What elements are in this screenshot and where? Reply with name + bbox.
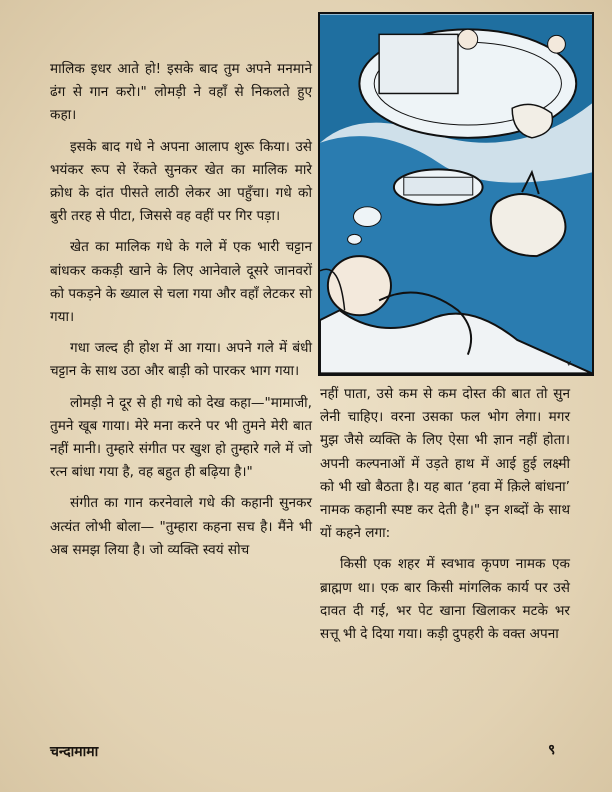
right-text-column: [320, 383, 570, 654]
illustration-drawing: [320, 14, 592, 374]
story-illustration: [318, 12, 594, 376]
left-text-column: [50, 58, 312, 570]
paragraph: इसके बाद गधे ने अपना आलाप शुरू किया। उसे भयंकर रूप से रेंकते सुनकर खेत का मालिक मारे क्रोध के दांत पीसते लाठी लेकर आ पहुँचा। गधे को बुरी तरह से पीटा, जिससे वह वहीं पर गिर पड़ा।: [50, 138, 312, 225]
svg-text:v: v: [566, 358, 572, 368]
page-number: ९: [548, 742, 556, 758]
paragraph: लोमड़ी ने दूर से ही गधे को देख कहा—"मामाजी, तुमने खूब गाया। मेरे मना करने पर भी तुमने मेरी बात नहीं मानी। तुम्हारे संगीत पर खुश हो तुम्हारे गले में जो रत्न बांधा गया है, वह बहुत ही बढ़िया है।": [50, 394, 312, 481]
paragraph: खेत का मालिक गधे के गले में एक भारी चट्टान बांधकर ककड़ी खाने के लिए आनेवाले दूसरे जानवरों को पकड़ने के ख्याल से चला गया और वहाँ लेटकर सो गया।: [50, 239, 312, 326]
paragraph: नहीं पाता, उसे कम से कम दोस्त की बात तो सुन लेनी चाहिए। वरना उसका फल भोग लेगा। मगर मुझ जैसे व्यक्ति के लिए ऐसा भी ज्ञान नहीं होता। अपनी कल्पनाओं में उड़ते हाथ में आई हुई लक्ष्मी को भी खो बैठता है। यह बात ‘हवा में क़िले बांधना’ नामक कहानी स्पष्ट कर देती है।" इन शब्दों के साथ यों कहने लगा:: [320, 386, 570, 542]
paragraph: किसी एक शहर में स्वभाव कृपण नामक एक ब्राह्मण था। एक बार किसी मांगलिक कार्य पर उसे दावत दी गई, भर पेट खाना खिलाकर मटके भर सत्तू भी दे दिया गया। कड़ी दुपहरी के वक्त अपना: [320, 556, 570, 643]
paragraph: संगीत का गान करनेवाले गधे की कहानी सुनकर अत्यंत लोभी बोला— "तुम्हारा कहना सच है। मैंने भी अब समझ लिया है। जो व्यक्ति स्वयं सोच: [50, 495, 312, 558]
magazine-name: चन्दामामा: [50, 744, 99, 760]
paragraph: गधा जल्द ही होश में आ गया। अपने गले में बंधी चट्टान के साथ उठा और बाड़ी को पारकर भाग गया।: [50, 340, 312, 380]
paragraph: मालिक इधर आते हो! इसके बाद तुम अपने मनमाने ढंग से गान करो।" लोमड़ी ने वहाँ से निकलते हुए कहा।: [50, 61, 312, 124]
